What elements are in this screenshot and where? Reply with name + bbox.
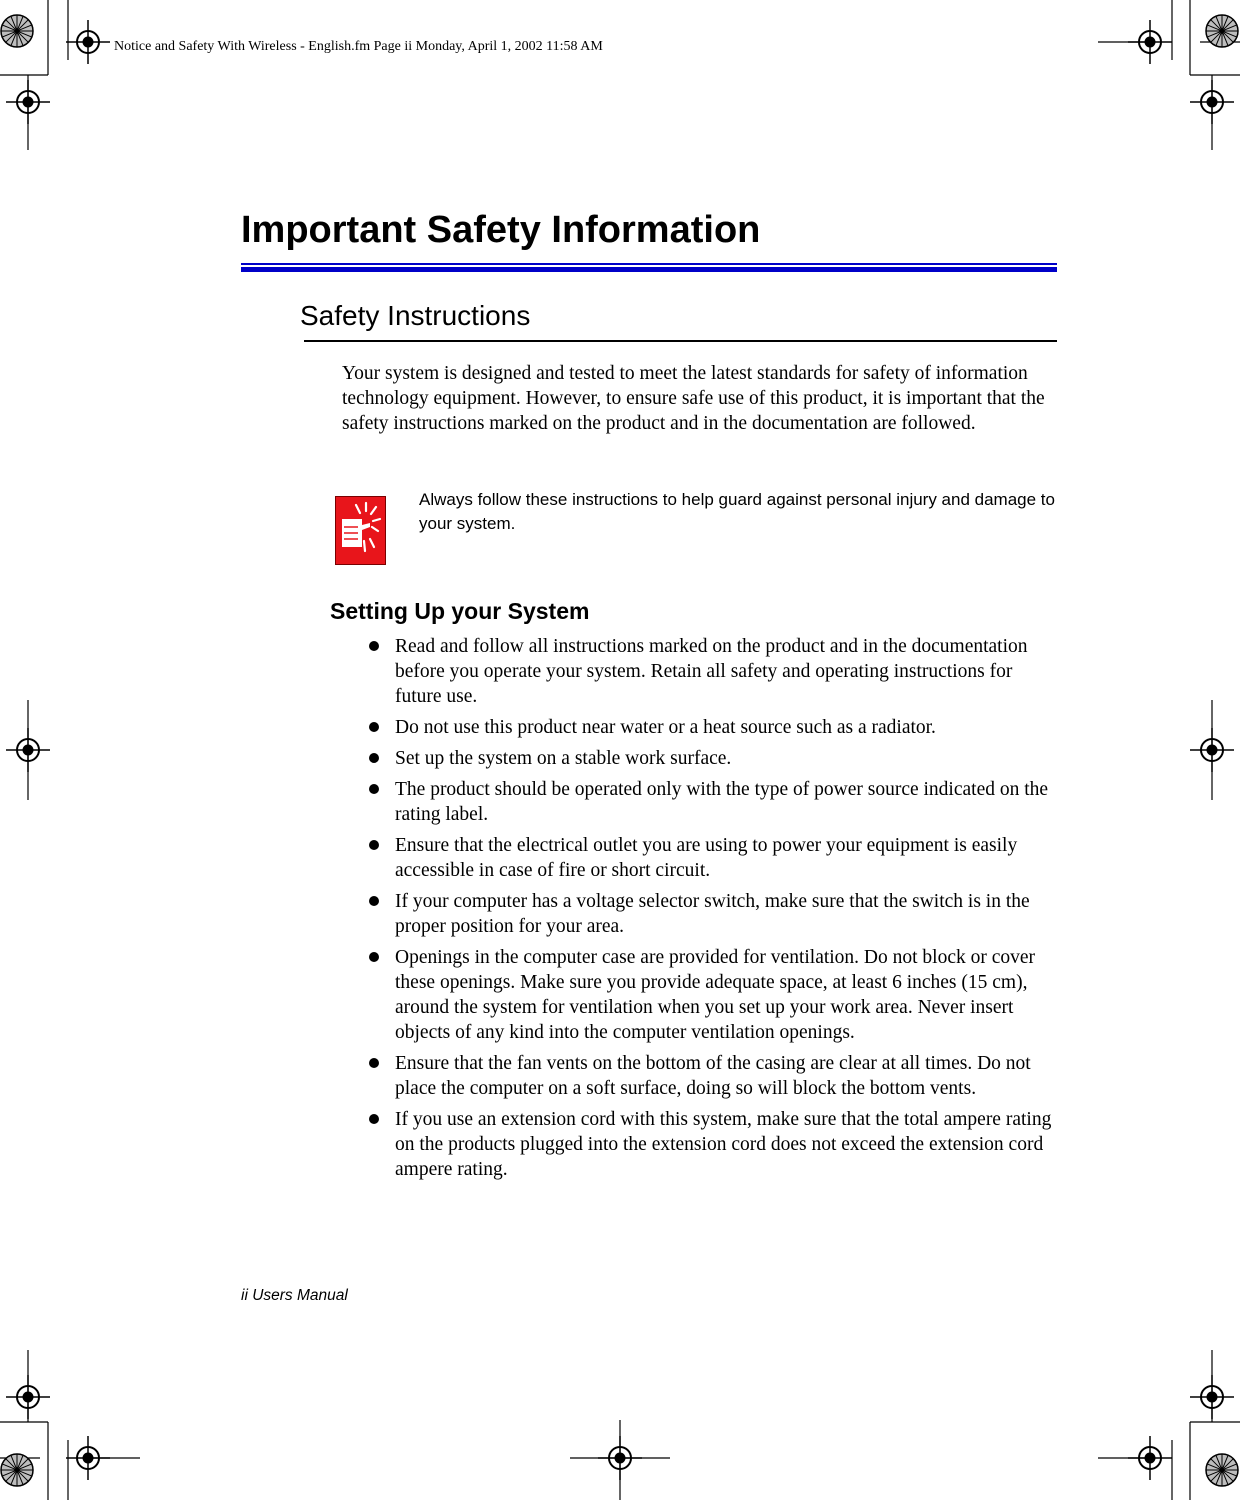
section-heading: Safety Instructions (300, 300, 531, 331)
bullet-icon (369, 1058, 379, 1068)
intro-paragraph: Your system is designed and tested to meet the latest standards for safety of information technology equipment. However, to ensure safe use of this product, it is important that the safety instructions marked on the product and in the documentation are followed. (342, 363, 1045, 434)
list-item-text: Openings in the computer case are provided for ventilation. Do not block or cover these openings. Make sure you provide adequate space, at least 6 inches (15 cm), around the system for ventilation when you set up your work area. Never insert objects of any kind into the computer ventilation openings. (395, 947, 1036, 1043)
bullet-icon (369, 840, 379, 850)
bullet-icon (369, 753, 379, 763)
list-item-text: If you use an extension cord with this system, make sure that the total ampere rating on the products plugged into the extension cord does not exceed the extension cord ampere rating. (395, 1109, 1052, 1180)
caution-hand-icon (335, 496, 386, 565)
list-item (369, 777, 1059, 827)
print-header-line: Notice and Safety With Wireless - English.fm Page ii Monday, April 1, 2002 11:58 AM (114, 39, 603, 54)
bullet-icon (369, 722, 379, 732)
section-rule (304, 340, 1057, 342)
list-item-text: The product should be operated only with the type of power source indicated on the rating label. (395, 779, 1049, 825)
bullet-icon (369, 896, 379, 906)
setup-heading: Setting Up your System (330, 598, 590, 624)
bullet-icon (369, 784, 379, 794)
list-item (369, 1107, 1059, 1182)
caution-note: Always follow these instructions to help guard against personal injury and damage to your system. (419, 490, 1055, 533)
list-item (369, 945, 1059, 1045)
list-item (369, 833, 1059, 883)
list-item (369, 715, 1059, 740)
bullet-icon (369, 952, 379, 962)
list-item (369, 634, 1059, 709)
list-item-text: Read and follow all instructions marked on the product and in the documentation before you operate your system. Retain all safety and operating instructions for future use. (395, 636, 1028, 707)
bullet-icon (369, 641, 379, 651)
title-rule (241, 263, 1057, 265)
list-item-text: If your computer has a voltage selector switch, make sure that the switch is in the proper position for your area. (395, 891, 1030, 937)
page-title: Important Safety Information (241, 209, 761, 251)
list-item-text: Set up the system on a stable work surface. (395, 748, 732, 769)
list-item (369, 889, 1059, 939)
bullet-icon (369, 1114, 379, 1124)
title-rule-thick (241, 267, 1057, 272)
setup-instructions-list (369, 634, 1059, 1188)
list-item (369, 1051, 1059, 1101)
list-item-text: Ensure that the fan vents on the bottom of the casing are clear at all times. Do not place the computer on a soft surface, doing so will block the bottom vents. (395, 1053, 1031, 1099)
list-item (369, 746, 1059, 771)
list-item-text: Ensure that the electrical outlet you are using to power your equipment is easily accessible in case of fire or short circuit. (395, 835, 1018, 881)
caution-hand-graphic (336, 497, 385, 564)
list-item-text: Do not use this product near water or a heat source such as a radiator. (395, 717, 936, 738)
page-footer: ii Users Manual (241, 1287, 348, 1304)
